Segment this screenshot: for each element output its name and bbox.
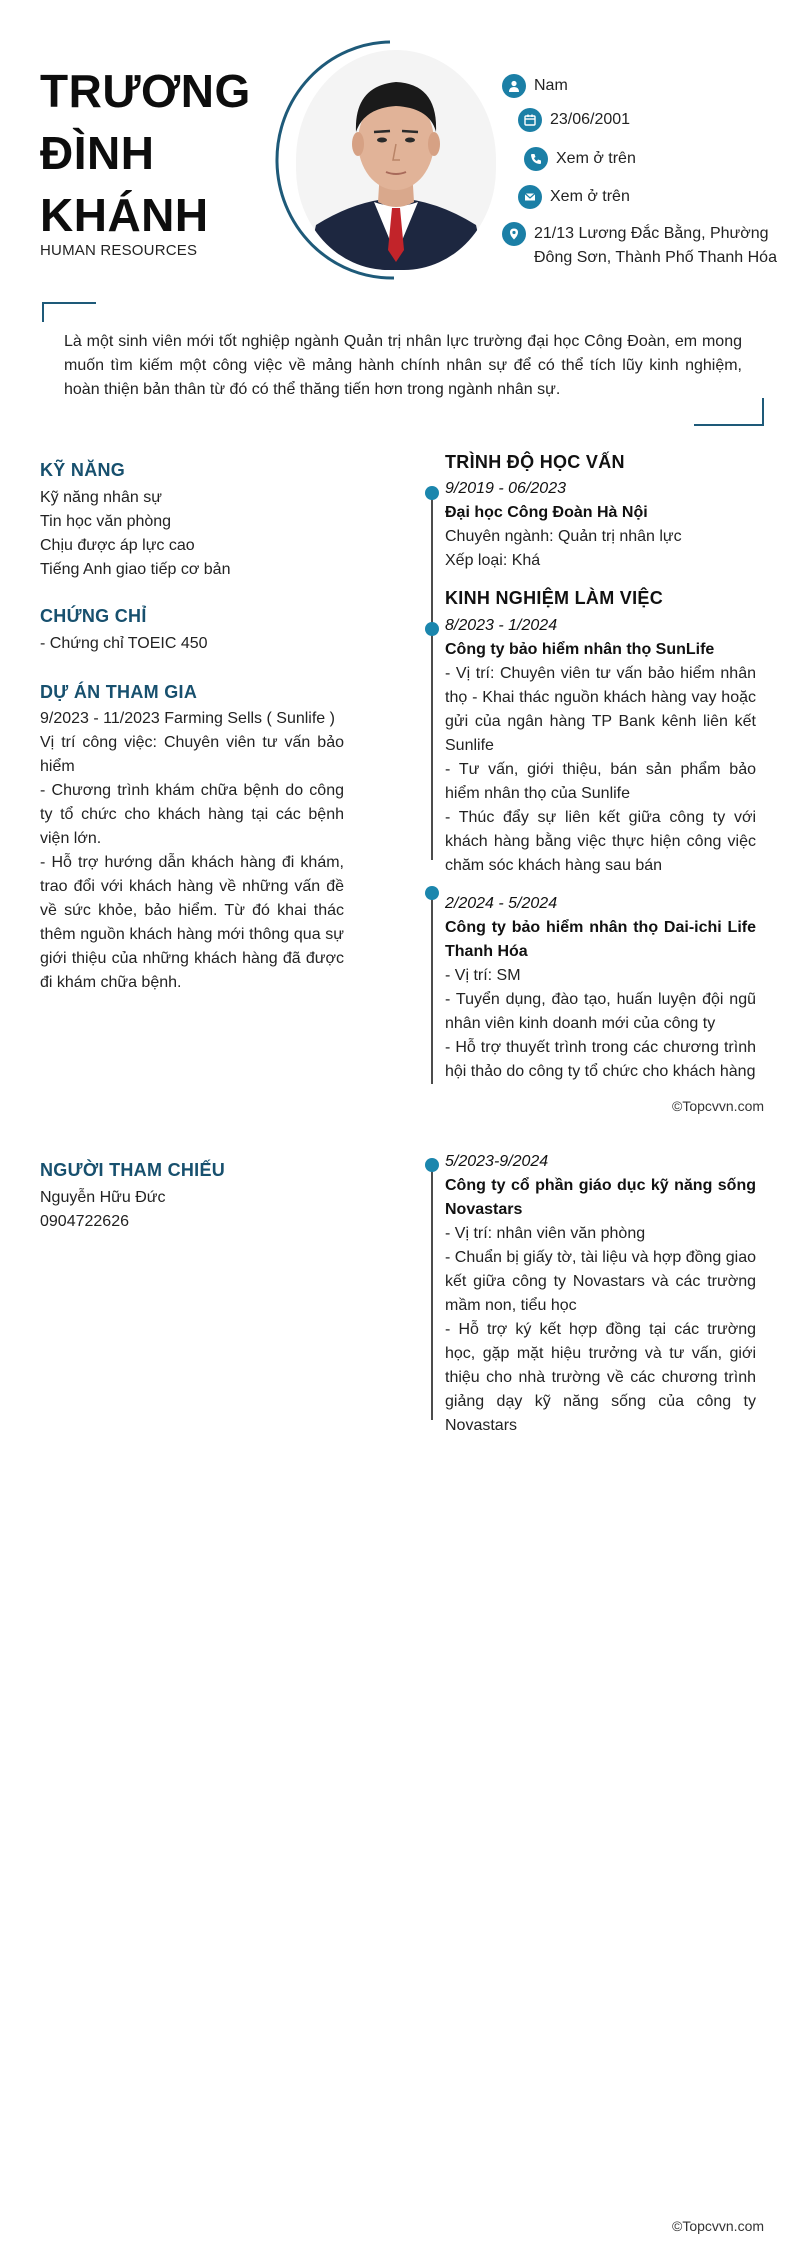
education-major: Chuyên ngành: Quản trị nhân lực	[445, 528, 682, 545]
certificate-item: - Chứng chỉ TOEIC 450	[40, 635, 208, 652]
location-pin-icon	[502, 222, 526, 246]
watermark: ©Topcvvn.com	[672, 1098, 765, 1114]
job-line: - Vị trí: nhân viên văn phòng	[445, 1225, 646, 1242]
project-desc-1: - Chương trình khám chữa bệnh do công ty tổ chức cho khách hàng tại các bệnh viện lớn.	[40, 782, 344, 847]
education-title: TRÌNH ĐỘ HỌC VẤN	[445, 452, 625, 472]
name-line-2: ĐÌNH	[40, 127, 155, 179]
job-line: - Hỗ trợ ký kết hợp đồng tại các trường học, gặp mặt hiệu trưởng và tư vấn, giới thiệu cho nhà trường về các chương trình giảng dạy kỹ năng sống của công ty Novastars	[445, 1321, 756, 1434]
dob-value: 23/06/2001	[550, 111, 631, 128]
contact-dob	[518, 108, 630, 132]
contact-phone	[524, 147, 636, 171]
reference-name: Nguyễn Hữu Đức	[40, 1189, 166, 1206]
skills-list	[40, 486, 344, 582]
education-school: Đại học Công Đoàn Hà Nội	[445, 504, 648, 521]
job-entry-3	[445, 1150, 756, 1438]
skill-item: Chịu được áp lực cao	[40, 537, 195, 554]
references-title: NGƯỜI THAM CHIẾU	[40, 1160, 226, 1180]
reference-phone: 0904722626	[40, 1213, 129, 1230]
job-period: 5/2023-9/2024	[445, 1153, 549, 1170]
calendar-icon	[518, 108, 542, 132]
projects-body	[40, 707, 344, 995]
project-period: 9/2023 - 11/2023 Farming Sells ( Sunlife )	[40, 710, 335, 727]
profile-photo	[272, 40, 492, 280]
timeline-line-2	[431, 894, 433, 1084]
timeline-dot-education	[425, 486, 439, 500]
project-desc-2: - Hỗ trợ hướng dẫn khách hàng đi khám, trao đổi với khách hàng về những vấn đề về sức khỏe, bảo hiểm. Từ đó khai thác thêm nguồn khách hàng mới thông qua sự giới thiệu của những khách hàng đã được đi khám chữa bệnh.	[40, 854, 344, 991]
mail-icon	[518, 185, 542, 209]
timeline-line-3	[431, 1166, 433, 1420]
job-line: - Vị trí: SM	[445, 967, 521, 984]
timeline-line-1	[431, 492, 433, 860]
address-line-1: 21/13 Lương Đắc Bằng, Phường	[534, 225, 769, 242]
education-period: 9/2019 - 06/2023	[445, 480, 566, 497]
contact-address	[502, 222, 777, 270]
phone-icon	[524, 147, 548, 171]
references-body	[40, 1186, 344, 1234]
education-grade: Xếp loại: Khá	[445, 552, 541, 569]
projects-title: DỰ ÁN THAM GIA	[40, 682, 198, 702]
contact-email	[518, 185, 630, 209]
job-company: Công ty cổ phần giáo dục kỹ năng sống Novastars	[445, 1177, 756, 1218]
job-period: 8/2023 - 1/2024	[445, 617, 558, 634]
name-line-3: KHÁNH	[40, 189, 209, 241]
certificates-title: CHỨNG CHỈ	[40, 606, 147, 626]
phone-value[interactable]: Xem ở trên	[556, 150, 636, 167]
job-company: Công ty bảo hiểm nhân thọ SunLife	[445, 641, 715, 658]
contact-gender	[502, 74, 568, 98]
email-value[interactable]: Xem ở trên	[550, 188, 630, 205]
timeline-dot-job-1	[425, 622, 439, 636]
timeline-dot-job-3	[425, 1158, 439, 1172]
job-line: - Chuẩn bị giấy tờ, tài liệu và hợp đồng giao kết giữa công ty Novastars và các trường mầm non, tiểu học	[445, 1249, 756, 1314]
summary-corner-bottom-right	[694, 398, 764, 426]
address-value	[534, 222, 777, 270]
job-title: HUMAN RESOURCES	[40, 242, 198, 259]
job-line: - Vị trí: Chuyên viên tư vấn bảo hiểm nhân thọ - Khai thác nguồn khách hàng vay hoặc gửi của ngân hàng TP Bank kênh liên kết Sunlife	[445, 665, 756, 754]
job-company: Công ty bảo hiểm nhân thọ Dai-ichi Life Thanh Hóa	[445, 919, 756, 960]
job-period: 2/2024 - 5/2024	[445, 895, 558, 912]
gender-value: Nam	[534, 77, 568, 94]
timeline-dot-job-2	[425, 886, 439, 900]
experience-title: KINH NGHIỆM LÀM VIỆC	[445, 588, 664, 608]
watermark: ©Topcvvn.com	[672, 2218, 765, 2234]
job-line: - Hỗ trợ thuyết trình trong các chương trình hội thảo do công ty tổ chức cho khách hàng	[445, 1039, 756, 1080]
person-icon	[502, 74, 526, 98]
avatar	[296, 50, 496, 270]
skills-title: KỸ NĂNG	[40, 460, 126, 480]
project-role: Vị trí công việc: Chuyên viên tư vấn bảo hiểm	[40, 734, 344, 775]
skill-item: Tiếng Anh giao tiếp cơ bản	[40, 561, 231, 578]
skill-item: Kỹ năng nhân sự	[40, 489, 162, 506]
career-objective: Là một sinh viên mới tốt nghiệp ngành Quản trị nhân lực trường đại học Công Đoàn, em mong muốn tìm kiếm một công việc về mảng hành chính nhân sự để có thể tích lũy kinh nghiệm, hoàn thiện bản thân từ đó có thể thăng tiến hơn trong ngành nhân sự.	[64, 333, 742, 398]
candidate-name	[40, 60, 270, 246]
name-line-1: TRƯƠNG	[40, 65, 251, 117]
address-line-2: Đông Sơn, Thành Phố Thanh Hóa	[534, 249, 777, 266]
job-entry-2	[445, 892, 756, 1084]
education-entry	[445, 477, 756, 573]
skill-item: Tin học văn phòng	[40, 513, 172, 530]
job-entry-1	[445, 614, 756, 878]
job-line: - Thúc đẩy sự liên kết giữa công ty với khách hàng bằng việc thực hiện công việc chăm sóc khách hàng sau bán	[445, 809, 756, 874]
summary-corner-top-left	[42, 302, 96, 322]
job-line: - Tư vấn, giới thiệu, bán sản phẩm bảo hiểm nhân thọ của Sunlife	[445, 761, 756, 802]
job-line: - Tuyển dụng, đào tạo, huấn luyện đội ngũ nhân viên kinh doanh mới của công ty	[445, 991, 756, 1032]
